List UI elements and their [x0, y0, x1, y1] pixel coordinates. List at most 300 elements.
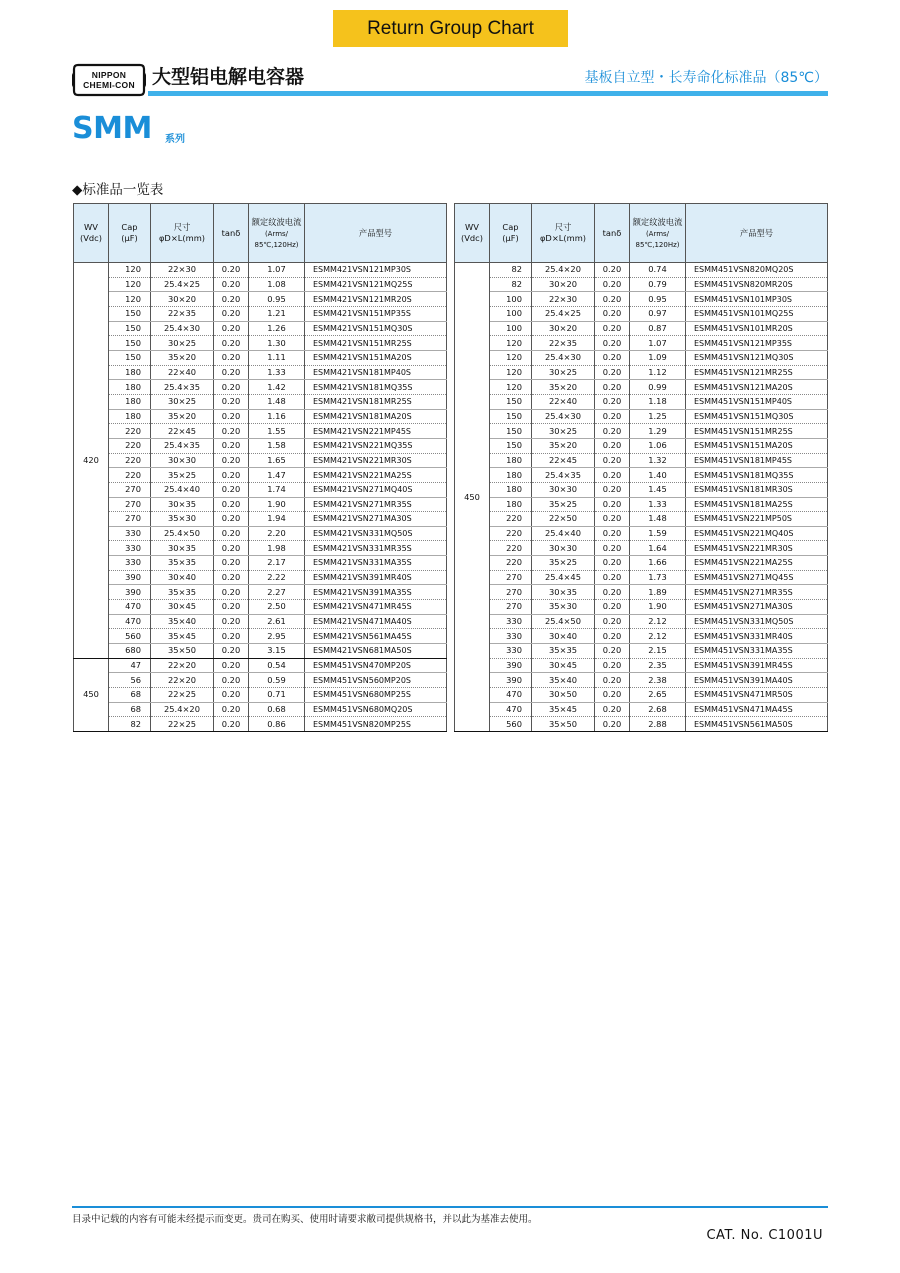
cell-cap: 220	[109, 438, 151, 453]
cell-ripple-current: 1.66	[630, 556, 686, 571]
cell-tan-delta: 0.20	[595, 512, 630, 527]
cell-tan-delta: 0.20	[214, 644, 249, 659]
col-part: 产品型号	[305, 204, 447, 263]
cell-ripple-current: 0.95	[630, 292, 686, 307]
table-row	[455, 306, 828, 321]
cell-ripple-current: 2.12	[630, 629, 686, 644]
cell-dimension: 30×20	[532, 321, 595, 336]
cell-ripple-current: 1.74	[249, 482, 305, 497]
cell-ripple-current: 1.94	[249, 512, 305, 527]
cell-tan-delta: 0.20	[214, 658, 249, 673]
cell-dimension: 22×35	[151, 306, 214, 321]
cell-tan-delta: 0.20	[595, 468, 630, 483]
cell-dimension: 22×20	[151, 658, 214, 673]
table-row	[455, 512, 828, 527]
cell-ripple-current: 1.48	[249, 394, 305, 409]
table-row	[455, 526, 828, 541]
cell-part-number: ESMM421VSN271MQ40S	[305, 482, 447, 497]
cell-tan-delta: 0.20	[595, 263, 630, 278]
cell-part-number: ESMM421VSN181MP40S	[305, 365, 447, 380]
table-row	[74, 717, 447, 732]
cell-part-number: ESMM451VSN680MP25S	[305, 688, 447, 703]
cell-cap: 180	[490, 497, 532, 512]
cell-part-number: ESMM421VSN271MR35S	[305, 497, 447, 512]
series-name: SMM	[72, 111, 152, 146]
table-body	[455, 263, 828, 732]
cell-tan-delta: 0.20	[595, 424, 630, 439]
cell-ripple-current: 1.09	[630, 350, 686, 365]
cell-tan-delta: 0.20	[595, 292, 630, 307]
cell-cap: 120	[490, 336, 532, 351]
cell-dimension: 35×25	[151, 468, 214, 483]
cell-wv: 450	[74, 658, 109, 731]
cell-tan-delta: 0.20	[214, 438, 249, 453]
cell-cap: 330	[109, 556, 151, 571]
cell-cap: 180	[490, 468, 532, 483]
cell-tan-delta: 0.20	[595, 658, 630, 673]
cell-tan-delta: 0.20	[214, 306, 249, 321]
logo-line1: NIPPON	[91, 70, 127, 80]
table-row	[455, 277, 828, 292]
cell-dimension: 30×25	[151, 394, 214, 409]
cell-ripple-current: 0.59	[249, 673, 305, 688]
table-row	[455, 717, 828, 732]
cell-cap: 560	[490, 717, 532, 732]
table-row	[74, 673, 447, 688]
table-row	[455, 585, 828, 600]
cell-part-number: ESMM451VSN101MR20S	[686, 321, 828, 336]
cell-tan-delta: 0.20	[214, 336, 249, 351]
cell-ripple-current: 1.07	[630, 336, 686, 351]
cell-part-number: ESMM421VSN561MA45S	[305, 629, 447, 644]
cell-ripple-current: 1.11	[249, 350, 305, 365]
catalog-number: CAT. No. C1001U	[706, 1228, 823, 1243]
cell-part-number: ESMM451VSN331MA35S	[686, 644, 828, 659]
table-row	[74, 688, 447, 703]
cell-part-number: ESMM421VSN681MA50S	[305, 644, 447, 659]
cell-cap: 330	[109, 526, 151, 541]
table-row	[455, 541, 828, 556]
cell-dimension: 35×20	[532, 438, 595, 453]
cell-dimension: 30×20	[151, 292, 214, 307]
cell-ripple-current: 1.16	[249, 409, 305, 424]
cell-cap: 470	[490, 688, 532, 703]
cell-dimension: 25.4×20	[532, 263, 595, 278]
cell-tan-delta: 0.20	[595, 526, 630, 541]
cell-dimension: 25.4×40	[532, 526, 595, 541]
cell-tan-delta: 0.20	[595, 394, 630, 409]
logo-line2: CHEMI-CON	[83, 80, 135, 90]
cell-ripple-current: 1.33	[249, 365, 305, 380]
cell-dimension: 30×30	[532, 541, 595, 556]
cell-part-number: ESMM421VSN391MA35S	[305, 585, 447, 600]
cell-cap: 220	[490, 556, 532, 571]
cell-part-number: ESMM421VSN151MA20S	[305, 350, 447, 365]
cell-part-number: ESMM421VSN181MQ35S	[305, 380, 447, 395]
cell-part-number: ESMM421VSN391MR40S	[305, 570, 447, 585]
cell-part-number: ESMM451VSN331MR40S	[686, 629, 828, 644]
cell-part-number: ESMM421VSN471MA40S	[305, 614, 447, 629]
table-row	[455, 336, 828, 351]
cell-dimension: 35×35	[532, 644, 595, 659]
cell-tan-delta: 0.20	[214, 380, 249, 395]
return-group-chart-button[interactable]: Return Group Chart	[333, 10, 568, 47]
cell-ripple-current: 1.65	[249, 453, 305, 468]
cell-cap: 180	[109, 365, 151, 380]
cell-ripple-current: 1.21	[249, 306, 305, 321]
cell-dimension: 22×50	[532, 512, 595, 527]
table-row	[455, 482, 828, 497]
cell-cap: 150	[109, 321, 151, 336]
cell-cap: 47	[109, 658, 151, 673]
cell-dimension: 30×25	[151, 336, 214, 351]
series-suffix: 系列	[165, 134, 185, 145]
cell-ripple-current: 1.90	[249, 497, 305, 512]
cell-dimension: 22×35	[532, 336, 595, 351]
cell-part-number: ESMM451VSN471MA45S	[686, 702, 828, 717]
cell-dimension: 30×35	[151, 497, 214, 512]
table-row	[74, 277, 447, 292]
cell-dimension: 25.4×20	[151, 702, 214, 717]
cell-dimension: 25.4×30	[151, 321, 214, 336]
cell-dimension: 25.4×25	[532, 306, 595, 321]
cell-cap: 120	[490, 350, 532, 365]
cell-ripple-current: 2.17	[249, 556, 305, 571]
cell-cap: 220	[109, 468, 151, 483]
cell-ripple-current: 2.20	[249, 526, 305, 541]
cell-tan-delta: 0.20	[595, 306, 630, 321]
cell-part-number: ESMM421VSN221MR30S	[305, 453, 447, 468]
cell-part-number: ESMM451VSN221MQ40S	[686, 526, 828, 541]
cell-cap: 120	[109, 263, 151, 278]
cell-dimension: 25.4×35	[532, 468, 595, 483]
cell-tan-delta: 0.20	[595, 614, 630, 629]
cell-dimension: 25.4×35	[151, 438, 214, 453]
cell-tan-delta: 0.20	[214, 394, 249, 409]
cell-tan-delta: 0.20	[214, 277, 249, 292]
cell-ripple-current: 0.54	[249, 658, 305, 673]
cell-cap: 180	[490, 482, 532, 497]
table-row	[455, 424, 828, 439]
col-cap: Cap (μF)	[490, 204, 532, 263]
cell-dimension: 35×30	[532, 600, 595, 615]
cell-part-number: ESMM451VSN680MQ20S	[305, 702, 447, 717]
table-row	[74, 658, 447, 673]
cell-part-number: ESMM451VSN221MP50S	[686, 512, 828, 527]
table-row	[74, 644, 447, 659]
table-row	[455, 600, 828, 615]
cell-dimension: 35×35	[151, 556, 214, 571]
table-row	[455, 380, 828, 395]
cell-ripple-current: 1.90	[630, 600, 686, 615]
cell-part-number: ESMM421VSN331MA35S	[305, 556, 447, 571]
table-row	[455, 453, 828, 468]
cell-tan-delta: 0.20	[595, 380, 630, 395]
cell-cap: 330	[109, 541, 151, 556]
cell-tan-delta: 0.20	[214, 526, 249, 541]
table-row	[74, 306, 447, 321]
cell-ripple-current: 2.88	[630, 717, 686, 732]
cell-tan-delta: 0.20	[214, 350, 249, 365]
cell-cap: 270	[109, 512, 151, 527]
table-row	[455, 614, 828, 629]
table-row	[74, 292, 447, 307]
cell-tan-delta: 0.20	[214, 629, 249, 644]
cell-tan-delta: 0.20	[595, 673, 630, 688]
cell-ripple-current: 0.95	[249, 292, 305, 307]
cell-dimension: 35×25	[532, 556, 595, 571]
cell-dimension: 35×40	[532, 673, 595, 688]
cell-ripple-current: 1.25	[630, 409, 686, 424]
cell-tan-delta: 0.20	[214, 424, 249, 439]
cell-cap: 120	[490, 365, 532, 380]
cell-tan-delta: 0.20	[214, 614, 249, 629]
col-cap: Cap (μF)	[109, 204, 151, 263]
cell-dimension: 30×35	[151, 541, 214, 556]
cell-ripple-current: 1.48	[630, 512, 686, 527]
cell-part-number: ESMM451VSN181MQ35S	[686, 468, 828, 483]
cell-cap: 270	[490, 600, 532, 615]
cell-tan-delta: 0.20	[595, 350, 630, 365]
cell-ripple-current: 1.12	[630, 365, 686, 380]
cell-dimension: 30×20	[532, 277, 595, 292]
cell-cap: 470	[109, 600, 151, 615]
cell-dimension: 30×25	[532, 424, 595, 439]
cell-part-number: ESMM451VSN391MA40S	[686, 673, 828, 688]
cell-tan-delta: 0.20	[595, 629, 630, 644]
cell-dimension: 35×20	[151, 409, 214, 424]
cell-tan-delta: 0.20	[214, 321, 249, 336]
cell-tan-delta: 0.20	[595, 482, 630, 497]
table-row	[74, 468, 447, 483]
table-row	[74, 570, 447, 585]
cell-part-number: ESMM451VSN820MR20S	[686, 277, 828, 292]
cell-tan-delta: 0.20	[214, 600, 249, 615]
col-dim: 尺寸 φD×L(mm)	[532, 204, 595, 263]
cell-ripple-current: 0.86	[249, 717, 305, 732]
cell-part-number: ESMM451VSN221MA25S	[686, 556, 828, 571]
table-header-row	[74, 204, 447, 263]
col-ripple: 额定纹波电流 (Arms/ 85℃,120Hz)	[630, 204, 686, 263]
cell-ripple-current: 0.68	[249, 702, 305, 717]
cell-cap: 180	[490, 453, 532, 468]
cell-cap: 150	[490, 394, 532, 409]
cell-cap: 390	[109, 570, 151, 585]
nippon-chemi-con-logo	[72, 63, 146, 97]
spec-table-left	[73, 203, 447, 732]
table-row	[455, 556, 828, 571]
cell-dimension: 35×45	[151, 629, 214, 644]
cell-dimension: 30×45	[532, 658, 595, 673]
cell-dimension: 25.4×30	[532, 409, 595, 424]
cell-cap: 390	[490, 658, 532, 673]
cell-dimension: 22×40	[151, 365, 214, 380]
cell-part-number: ESMM451VSN560MP20S	[305, 673, 447, 688]
cell-part-number: ESMM451VSN221MR30S	[686, 541, 828, 556]
cell-cap: 82	[490, 263, 532, 278]
table-row	[74, 453, 447, 468]
cell-dimension: 25.4×35	[151, 380, 214, 395]
cell-tan-delta: 0.20	[214, 512, 249, 527]
cell-dimension: 35×20	[532, 380, 595, 395]
cell-ripple-current: 0.87	[630, 321, 686, 336]
table-row	[455, 394, 828, 409]
cell-part-number: ESMM451VSN561MA50S	[686, 717, 828, 732]
cell-ripple-current: 2.35	[630, 658, 686, 673]
cell-dimension: 22×30	[532, 292, 595, 307]
cell-part-number: ESMM451VSN151MP40S	[686, 394, 828, 409]
cell-dimension: 30×40	[151, 570, 214, 585]
cell-tan-delta: 0.20	[214, 482, 249, 497]
cell-dimension: 30×30	[151, 453, 214, 468]
cell-ripple-current: 0.79	[630, 277, 686, 292]
cell-cap: 120	[109, 292, 151, 307]
cell-tan-delta: 0.20	[595, 277, 630, 292]
cell-tan-delta: 0.20	[214, 688, 249, 703]
cell-ripple-current: 1.32	[630, 453, 686, 468]
table-row	[74, 350, 447, 365]
cell-dimension: 30×45	[151, 600, 214, 615]
table-row	[455, 629, 828, 644]
cell-dimension: 30×50	[532, 688, 595, 703]
cell-ripple-current: 2.27	[249, 585, 305, 600]
cell-tan-delta: 0.20	[214, 292, 249, 307]
cell-dimension: 22×45	[532, 453, 595, 468]
cell-tan-delta: 0.20	[595, 600, 630, 615]
cell-part-number: ESMM451VSN271MA30S	[686, 600, 828, 615]
cell-tan-delta: 0.20	[595, 541, 630, 556]
col-wv: WV (Vdc)	[74, 204, 109, 263]
cell-part-number: ESMM421VSN471MR45S	[305, 600, 447, 615]
cell-cap: 220	[490, 512, 532, 527]
cell-part-number: ESMM451VSN121MR25S	[686, 365, 828, 380]
cell-part-number: ESMM421VSN151MP35S	[305, 306, 447, 321]
cell-ripple-current: 1.55	[249, 424, 305, 439]
table-row	[455, 658, 828, 673]
cell-dimension: 22×40	[532, 394, 595, 409]
cell-cap: 680	[109, 644, 151, 659]
col-tan: tanδ	[214, 204, 249, 263]
cell-dimension: 35×40	[151, 614, 214, 629]
cell-cap: 390	[109, 585, 151, 600]
cell-cap: 180	[109, 409, 151, 424]
cell-cap: 150	[109, 350, 151, 365]
cell-tan-delta: 0.20	[214, 541, 249, 556]
cell-ripple-current: 2.68	[630, 702, 686, 717]
cell-dimension: 35×30	[151, 512, 214, 527]
cell-cap: 220	[109, 453, 151, 468]
cell-tan-delta: 0.20	[214, 570, 249, 585]
cell-part-number: ESMM451VSN121MA20S	[686, 380, 828, 395]
cell-cap: 68	[109, 702, 151, 717]
cell-cap: 270	[109, 497, 151, 512]
table-body	[74, 263, 447, 732]
spec-table-right	[454, 203, 828, 732]
cell-tan-delta: 0.20	[595, 365, 630, 380]
col-ripple: 额定纹波电流 (Arms/ 85℃,120Hz)	[249, 204, 305, 263]
cell-cap: 100	[490, 292, 532, 307]
table-row	[74, 614, 447, 629]
cell-part-number: ESMM421VSN271MA30S	[305, 512, 447, 527]
cell-cap: 220	[490, 526, 532, 541]
cell-part-number: ESMM451VSN271MR35S	[686, 585, 828, 600]
cell-tan-delta: 0.20	[595, 570, 630, 585]
cell-part-number: ESMM421VSN221MP45S	[305, 424, 447, 439]
cell-dimension: 22×45	[151, 424, 214, 439]
cell-tan-delta: 0.20	[595, 409, 630, 424]
cell-dimension: 22×20	[151, 673, 214, 688]
table-row	[455, 438, 828, 453]
cell-ripple-current: 1.18	[630, 394, 686, 409]
cell-cap: 68	[109, 688, 151, 703]
table-row	[74, 556, 447, 571]
cell-ripple-current: 1.47	[249, 468, 305, 483]
header-divider	[148, 91, 828, 96]
cell-part-number: ESMM451VSN151MR25S	[686, 424, 828, 439]
cell-ripple-current: 0.74	[630, 263, 686, 278]
cell-cap: 560	[109, 629, 151, 644]
table-row	[74, 482, 447, 497]
cell-cap: 270	[109, 482, 151, 497]
table-row	[455, 644, 828, 659]
cell-part-number: ESMM451VSN151MA20S	[686, 438, 828, 453]
cell-dimension: 25.4×30	[532, 350, 595, 365]
table-row	[74, 380, 447, 395]
cell-ripple-current: 1.06	[630, 438, 686, 453]
cell-part-number: ESMM451VSN391MR45S	[686, 658, 828, 673]
cell-ripple-current: 1.89	[630, 585, 686, 600]
cell-ripple-current: 0.99	[630, 380, 686, 395]
cell-cap: 270	[490, 570, 532, 585]
cell-part-number: ESMM451VSN151MQ30S	[686, 409, 828, 424]
table-row	[74, 336, 447, 351]
cell-ripple-current: 1.26	[249, 321, 305, 336]
cell-ripple-current: 1.07	[249, 263, 305, 278]
cell-ripple-current: 2.61	[249, 614, 305, 629]
cell-tan-delta: 0.20	[595, 336, 630, 351]
cell-dimension: 25.4×50	[151, 526, 214, 541]
cell-ripple-current: 1.40	[630, 468, 686, 483]
table-row	[455, 350, 828, 365]
cell-dimension: 35×50	[151, 644, 214, 659]
cell-cap: 150	[109, 306, 151, 321]
cell-cap: 220	[490, 541, 532, 556]
cell-tan-delta: 0.20	[214, 585, 249, 600]
cell-cap: 470	[490, 702, 532, 717]
table-row	[74, 702, 447, 717]
cell-ripple-current: 1.45	[630, 482, 686, 497]
cell-part-number: ESMM421VSN221MA25S	[305, 468, 447, 483]
cell-cap: 220	[109, 424, 151, 439]
col-part: 产品型号	[686, 204, 828, 263]
cell-ripple-current: 1.73	[630, 570, 686, 585]
cell-tan-delta: 0.20	[214, 409, 249, 424]
cell-tan-delta: 0.20	[214, 673, 249, 688]
cell-part-number: ESMM421VSN121MP30S	[305, 263, 447, 278]
cell-ripple-current: 1.42	[249, 380, 305, 395]
cell-ripple-current: 2.15	[630, 644, 686, 659]
cell-dimension: 25.4×45	[532, 570, 595, 585]
cell-part-number: ESMM451VSN121MQ30S	[686, 350, 828, 365]
cell-tan-delta: 0.20	[595, 585, 630, 600]
cell-cap: 150	[109, 336, 151, 351]
cell-ripple-current: 1.30	[249, 336, 305, 351]
table-row	[455, 673, 828, 688]
cell-ripple-current: 2.50	[249, 600, 305, 615]
cell-wv: 420	[74, 263, 109, 659]
cell-cap: 56	[109, 673, 151, 688]
cell-tan-delta: 0.20	[595, 717, 630, 732]
